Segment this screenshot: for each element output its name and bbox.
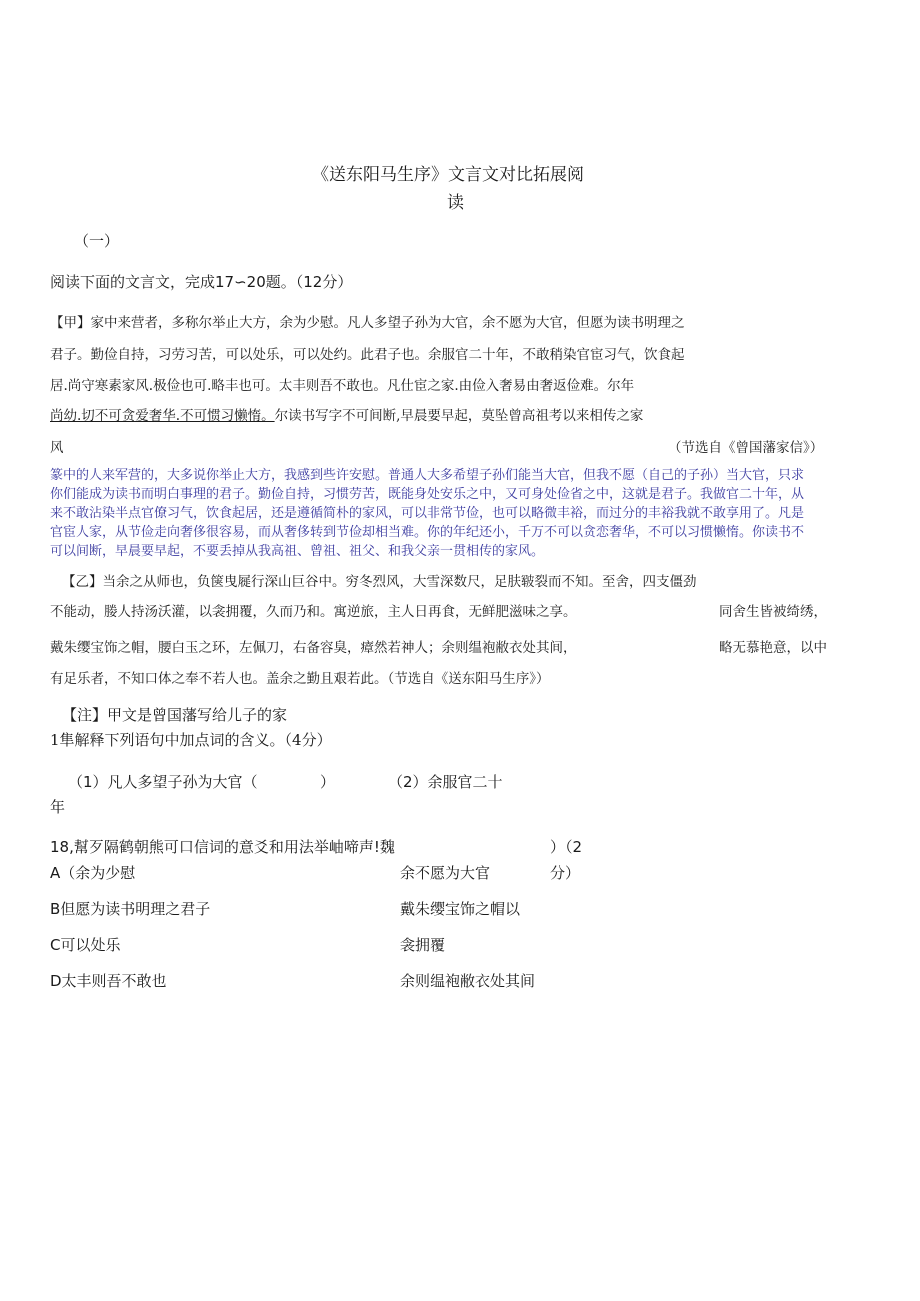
q18-option-a-left: A（余为少慰 [50, 864, 136, 882]
q17-stem: 1隼解释下列语句中加点词的含义。（4分） [50, 731, 332, 749]
q18-option-b-right: 戴朱缨宝饰之帽以 [400, 900, 521, 918]
jia-line-4 [50, 404, 643, 424]
yi-line-2: 不能动，媵人持汤沃灌，以衾拥覆，久而乃和。寓逆旅，主人日再食，无鲜肥滋味之享。 [50, 604, 577, 620]
yi-line-4: 有足乐者，不知口体之奉不若人也。盖余之勤且艰若此。（节选自《送东阳马生序》） [50, 671, 550, 687]
q18-option-d-right: 余则缊袍敝衣处其间 [400, 972, 536, 990]
translation-line-2: 你们能成为读书而明白事理的君子。勤俭自持，习惯劳苦，既能身处安乐之中，又可身处俭省之中，这就是君子。我做官二十年，从 [50, 487, 805, 502]
yi-line-1: 【乙】当余之从师也，负箧曳屣行深山巨谷中。穷冬烈风，大雪深数尺，足肤皲裂而不知。至舍，四支僵劲 [62, 574, 697, 590]
jia-last-char: 风 [50, 440, 64, 456]
jia-line-4-rest: 尔读书写字不可间断,早晨要早起，莫坠曾高祖考以来相传之家 [274, 408, 644, 424]
reading-instruction: 阅读下面的文言文，完成17∽20题。（12分） [50, 273, 353, 291]
q17-item-1: （1）凡人多望子孙为大官（ [68, 773, 258, 791]
q17-item-2-cont: 年 [50, 798, 66, 816]
translation-block [50, 466, 860, 561]
note: 【注】甲文是曾国藩写给儿子的家 [62, 706, 288, 724]
q17-item-1-close: ） [320, 773, 336, 791]
q18-option-d-left: D太丰则吾不敢也 [50, 972, 167, 990]
yi-line-2-right: 同舍生皆被绮绣， [719, 604, 827, 620]
translation-line-3: 来不敢沾染半点官僚习气，饮食起居，还是遵循简朴的家风，可以非常节俭，也可以略微丰裕，而过分的丰裕我就不敢享用了。凡是 [50, 506, 805, 521]
q18-stem-tail: ）（2 [550, 838, 583, 856]
q18-points: 分） [550, 864, 581, 882]
q17-item-2: （2）余服官二十 [388, 773, 503, 791]
translation-line-1: 篆中的人来军营的，大多说你举止大方，我感到些许安慰。普通人大多希望子孙们能当大官，但我不愿（自己的子孙）当大官，只求 [50, 468, 805, 483]
page-title-continued: 读 [447, 193, 464, 213]
translation-line-4: 官宦人家，从节俭走向奢侈很容易，而从奢侈转到节俭却相当难。你的年纪还小，千万不可以贪恋奢华，不可以习惯懒惰。你读书不 [50, 525, 805, 540]
q18-stem: 18,幫歹隔鹤朝熊可口信词的意爻和用法举岫啼声!魏 [50, 838, 395, 856]
q18-option-b-left: B但愿为读书明理之君子 [50, 900, 211, 918]
jia-source: （节选自《曾国藩家信》） [668, 440, 824, 456]
q18-option-c-left: C可以处乐 [50, 936, 121, 954]
q18-option-a-right: 余不愿为大官 [400, 864, 491, 882]
page-title: 《送东阳马生序》文言文对比拓展阅 [312, 165, 584, 185]
yi-line-3: 戴朱缨宝饰之帽，腰白玉之环，左佩刀，右备容臭，瘴然若神人；余则缊袍敝衣处其间， [50, 640, 577, 656]
jia-line-2: 君子。勤俭自持，习劳习苦，可以处乐，可以处约。此君子也。余服官二十年，不敢稍染官宦习气，饮食起 [50, 347, 685, 363]
q18-option-c-right: 衾拥覆 [400, 936, 446, 954]
jia-line-3: 居.尚守寒素家风.极俭也可.略丰也可。太丰则吾不敢也。凡仕宦之家.由俭入奢易由奢返俭难。尔年 [50, 378, 635, 394]
yi-line-3-right: 略无慕艳意，以中 [719, 640, 827, 656]
jia-line-1: 【甲】家中来营者，多称尔举止大方，余为少慰。凡人多望子孙为大官，余不愿为大官，但愿为读书明理之 [50, 315, 685, 331]
section-label: （一） [74, 232, 120, 250]
translation-line-5: 可以间断，早晨要早起，不要丢掉从我高祖、曾祖、祖父、和我父亲一贯相传的家风。 [50, 544, 545, 559]
jia-underlined-sentence: 尚幼.切不可贪爱奢华.不可惯习懒惰。 [50, 408, 275, 424]
